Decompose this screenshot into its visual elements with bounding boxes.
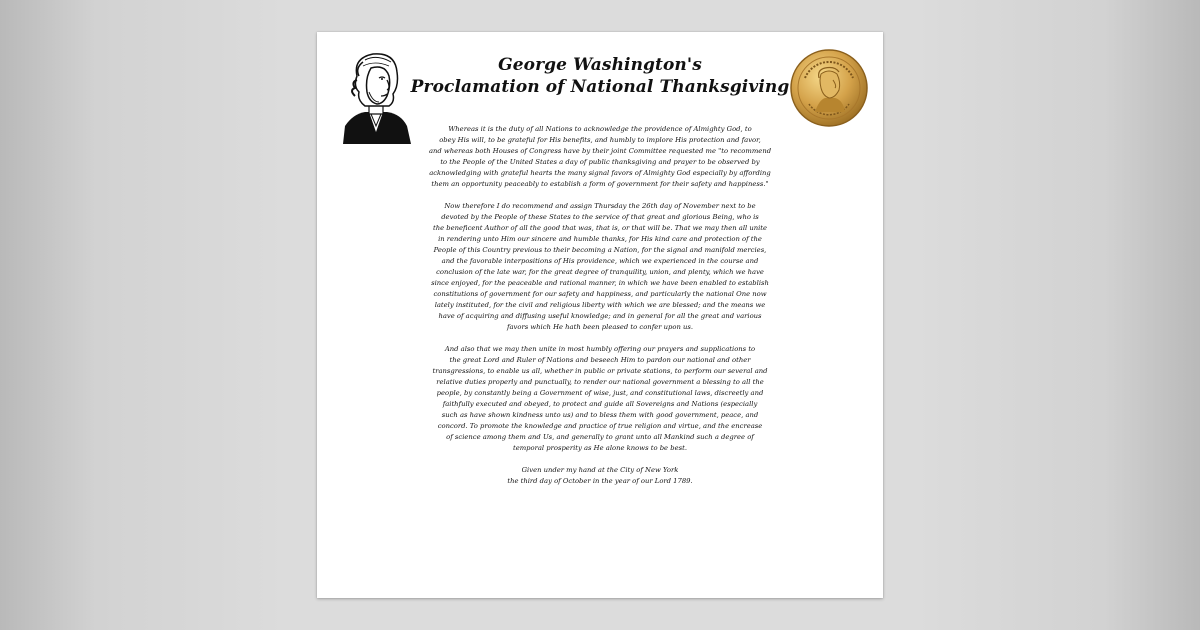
text-line: of science among them and Us, and generally to grant unto all Mankind such a degree of <box>446 433 754 441</box>
text-line: conclusion of the late war, for the great degree of tranquility, union, and plenty, which we have <box>436 268 764 276</box>
text-line: Whereas it is the duty of all Nations to acknowledge the providence of Almighty God, to <box>448 125 752 133</box>
text-line: temporal prosperity as He alone knows to be best. <box>512 444 687 452</box>
proclamation-text <box>363 124 837 487</box>
text-line: obey His will, to be grateful for His benefits, and humbly to implore His protection and favor, <box>439 136 761 144</box>
text-line: and the favorable interpositions of His providence, which we experienced in the course and <box>441 257 759 265</box>
text-line: the third day of October in the year of our Lord 1789. <box>507 477 693 485</box>
paragraph-1 <box>363 124 837 190</box>
text-line: the great Lord and Ruler of Nations and beseech Him to pardon our national and other <box>449 356 751 364</box>
text-line: relative duties properly and punctually, to render our national government a blessing to all the <box>436 378 764 386</box>
text-line: constitutions of government for our safety and happiness, and particularly the national One now <box>433 290 767 298</box>
text-line: Now therefore I do recommend and assign Thursday the 26th day of November next to be <box>444 202 756 210</box>
paragraph-3 <box>363 344 837 454</box>
text-line: People of this Country previous to their becoming a Nation, for the signal and manifold mercies, <box>433 246 767 254</box>
text-line: and whereas both Houses of Congress have by their joint Committee requested me "to recommend <box>428 147 772 155</box>
text-line: people, by constantly being a Government of wise, just, and constitutional laws, discreetly and <box>436 389 764 397</box>
text-line: devoted by the People of these States to the service of that great and glorious Being, who is <box>441 213 759 221</box>
text-line: them an opportunity peaceably to establish a form of government for their safety and happiness." <box>431 180 769 188</box>
paragraph-2 <box>363 201 837 333</box>
text-line: have of acquiring and diffusing useful knowledge; and in general for all the great and various <box>438 312 762 320</box>
text-line: And also that we may then unite in most humbly offering our prayers and supplications to <box>444 345 756 353</box>
text-line: transgressions, to enable us all, whether in public or private stations, to perform our several and <box>432 367 768 375</box>
title-line-1: George Washington's <box>498 55 702 75</box>
text-line: concord. To promote the knowledge and practice of true religion and virtue, and the encrease <box>437 422 763 430</box>
text-line: acknowledging with grateful hearts the many signal favors of Almighty God especially by affording <box>429 169 771 177</box>
title-line-2: Proclamation of National Thanksgiving <box>410 77 790 97</box>
text-line: to the People of the United States a day of public thanksgiving and prayer to be observed by <box>440 158 760 166</box>
proclamation-poster <box>317 32 883 598</box>
closing-signature <box>363 465 837 487</box>
text-line: faithfully executed and obeyed, to protect and guide all Sovereigns and Nations (especially <box>442 400 758 408</box>
text-line: lately instituted, for the civil and religious liberty with which we are blessed; and the means we <box>434 301 766 309</box>
text-line: such as have shown kindness unto us) and to bless them with good government, peace, and <box>441 411 759 419</box>
text-line: the beneficent Author of all the good that was, that is, or that will be. That we may then all unite <box>432 224 768 232</box>
dollar-coin-icon <box>789 48 869 128</box>
text-line: in rendering unto Him our sincere and humble thanks, for His kind care and protection of the <box>438 235 762 243</box>
text-line: Given under my hand at the City of New York <box>521 466 679 474</box>
text-line: since enjoyed, for the peaceable and rational manner, in which we have been enabled to establish <box>431 279 769 287</box>
text-line: favors which He hath been pleased to confer upon us. <box>506 323 694 331</box>
